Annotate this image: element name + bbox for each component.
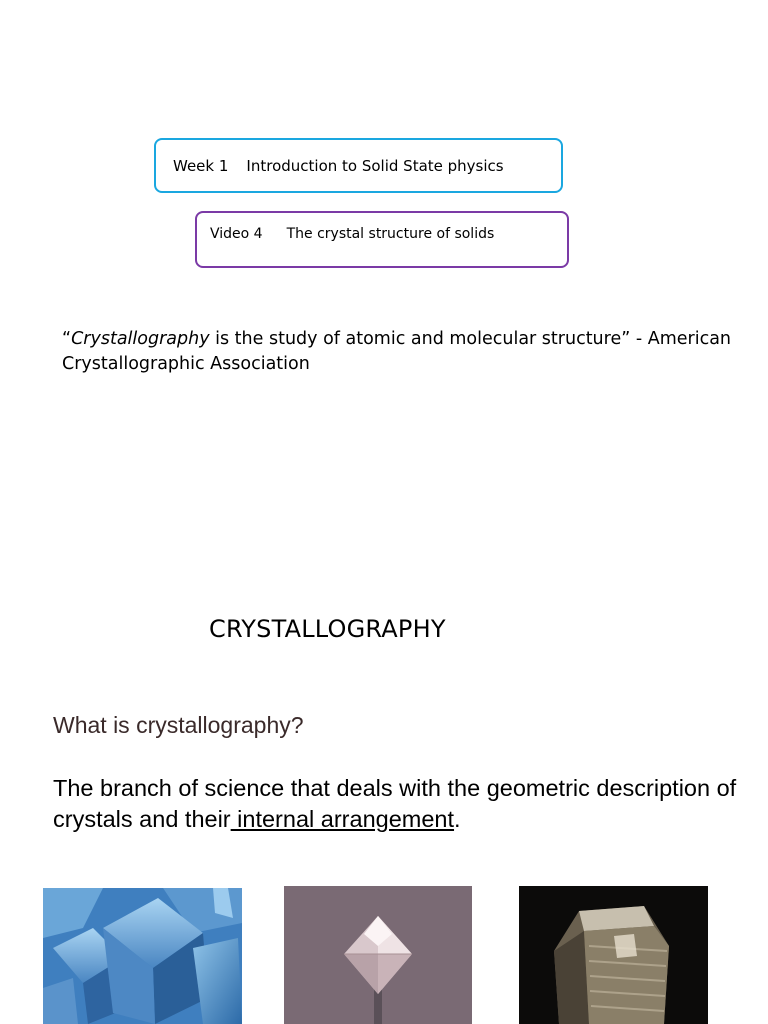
question-text: What is crystallography?: [53, 712, 304, 738]
quote-rest: is the study of atomic and molecular structure” - American Crystallographic Association: [62, 329, 732, 374]
crystallography-quote: [62, 327, 742, 377]
definition-end: .: [454, 806, 461, 832]
diamond-crystal-photo: [284, 886, 472, 1024]
definition-start: The branch of science that deals with the geometric description of crystals and their: [53, 775, 737, 832]
quote-open-mark: “: [62, 329, 72, 349]
video-title: The crystal structure of solids: [286, 225, 495, 242]
week-title-box: [154, 138, 563, 193]
video-title-box: [195, 211, 569, 268]
definition-text: [53, 773, 753, 835]
section-heading: CRYSTALLOGRAPHY: [209, 615, 446, 643]
week-title: Introduction to Solid State physics: [246, 156, 504, 175]
blue-crystals-photo: [43, 888, 242, 1024]
definition-underlined: internal arrangement: [230, 806, 455, 832]
quote-term: Crystallography: [71, 329, 210, 349]
video-label: Video 4: [210, 225, 263, 242]
week-label: Week 1: [173, 156, 229, 175]
metallic-crystal-photo: [519, 886, 708, 1024]
